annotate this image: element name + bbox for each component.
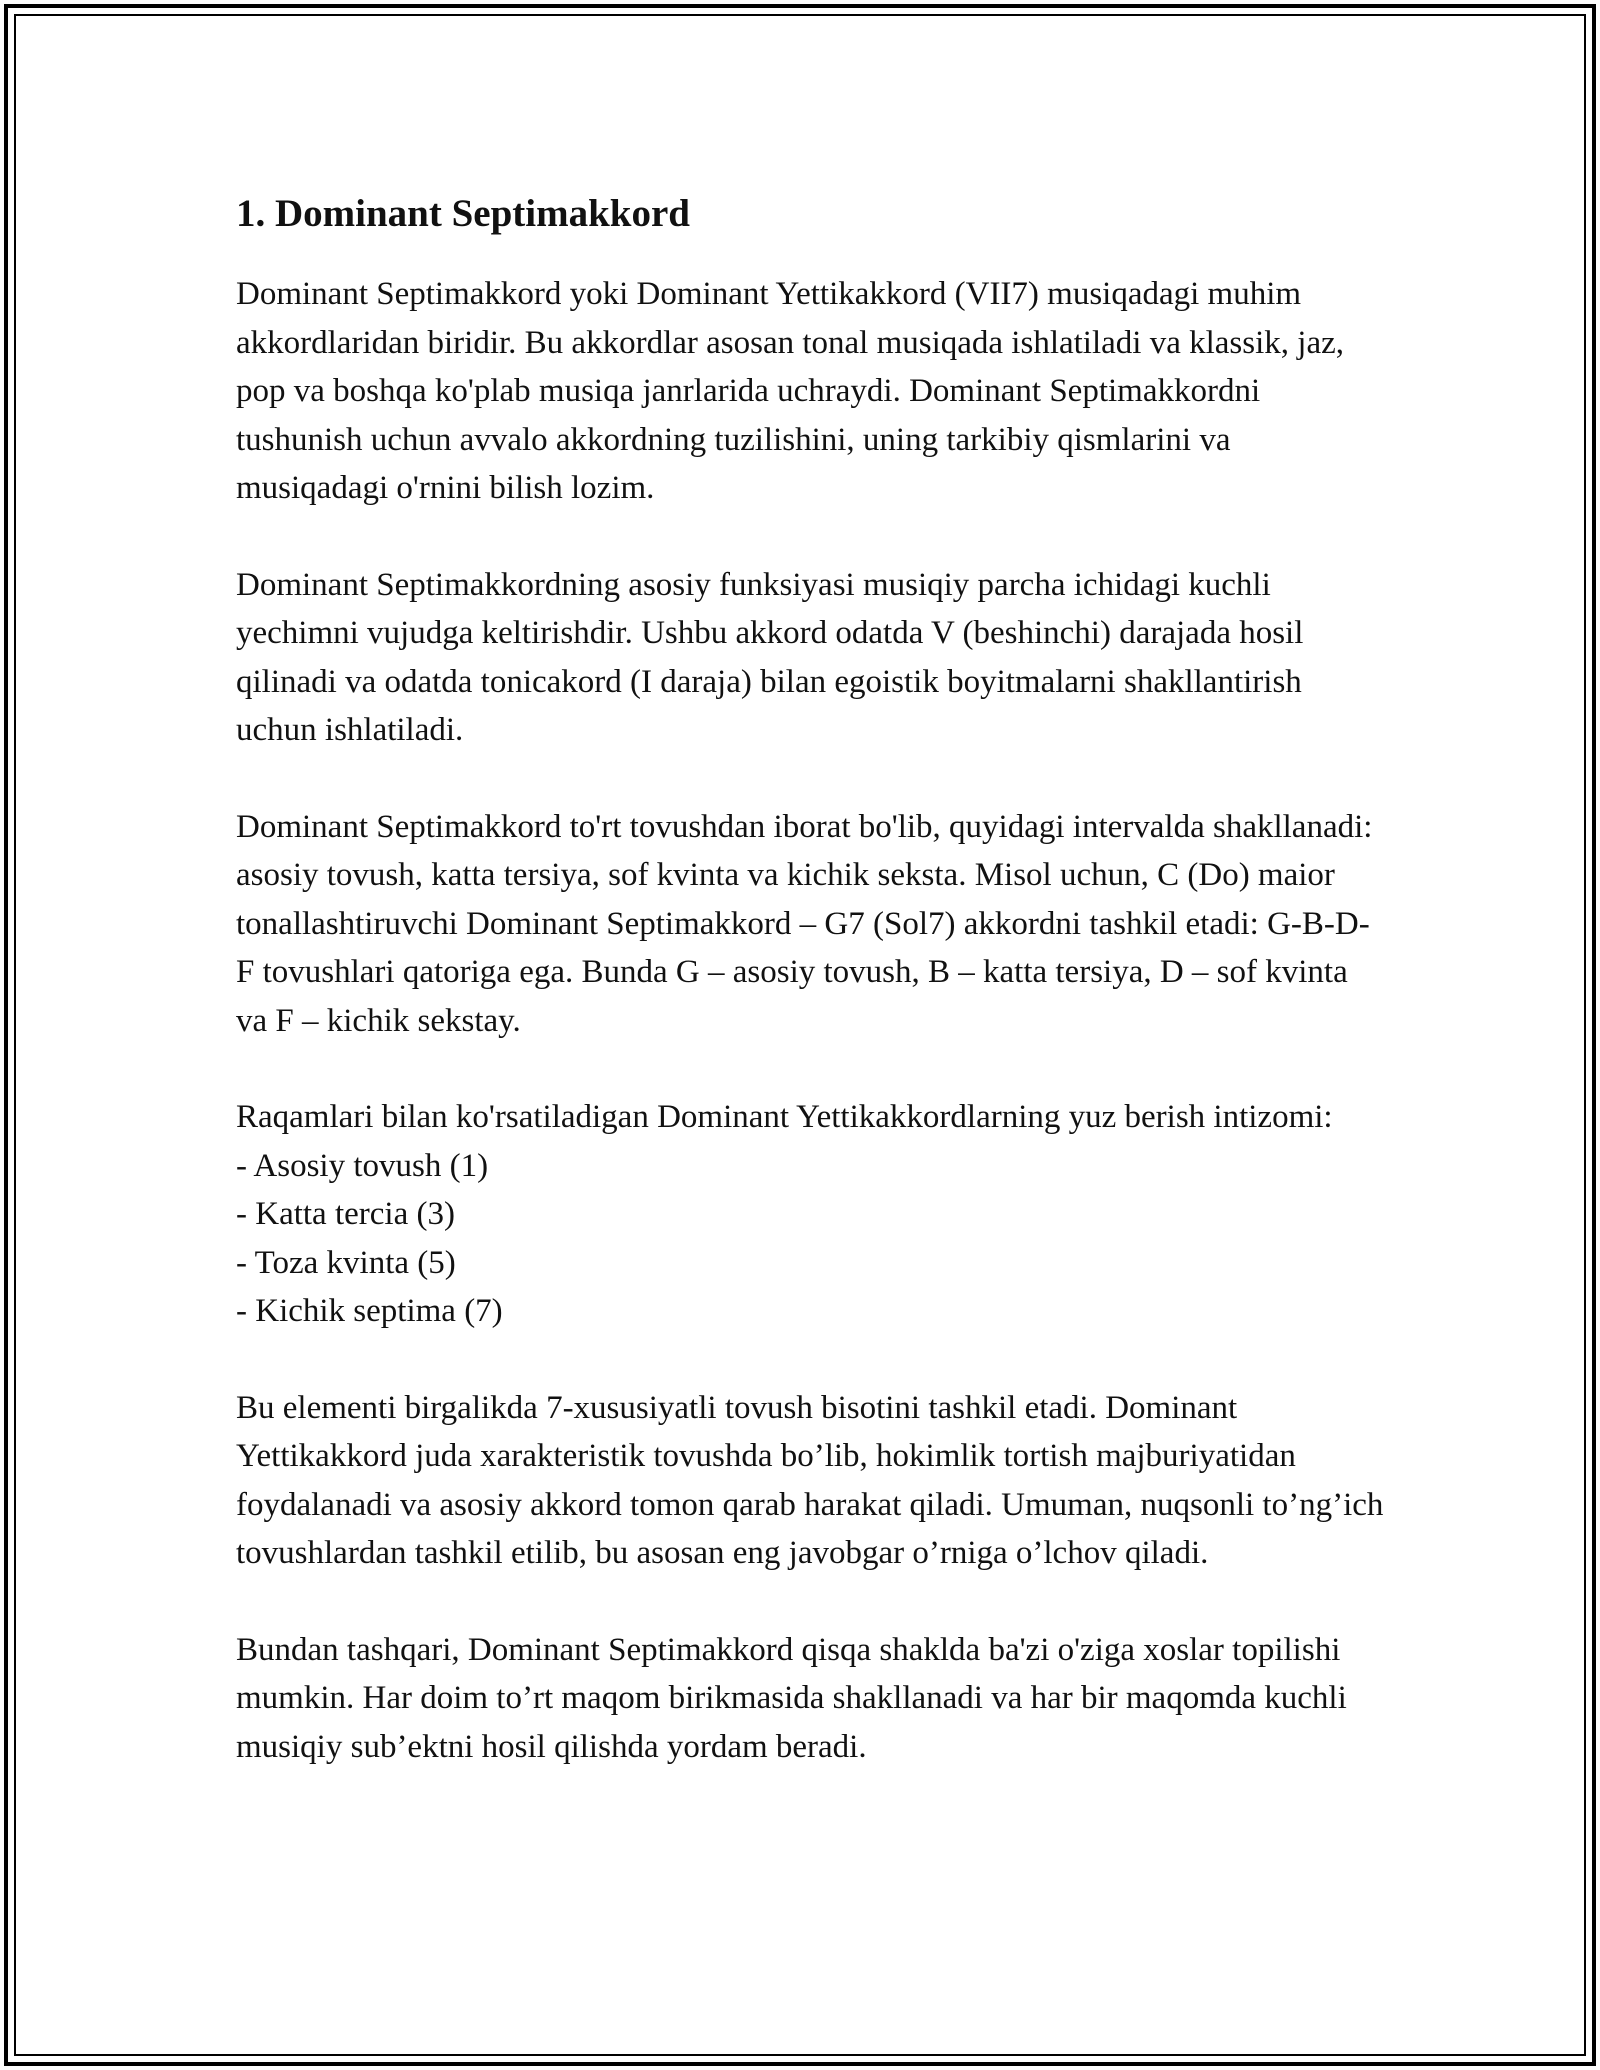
paragraph-function: Dominant Septimakkordning asosiy funksiyasi musiqiy parcha ichidagi kuchli yechimni vujudga keltirishdir. Ushbu akkord odatda V (beshinchi) darajada hosil qilinadi va odatda tonicakord (I daraja) bilan egoistik boyitmalarni shakllantirish uchun ishlatiladi.	[236, 566, 1304, 748]
document-title: 1. Dominant Septimakkord	[236, 192, 690, 235]
paragraph-intro: Dominant Septimakkord yoki Dominant Yettikakkord (VII7) musiqadagi muhim akkordlaridan biridir. Bu akkordlar asosan tonal musiqada ishlatiladi va klassik, jaz, pop va boshqa ko'plab musiqa janrlarida uchraydi. Dominant Septimakkordni tushunish uchun avvalo akkordning tuzilishini, uning tarkibiy qismlarini va musiqadagi o'rnini bilish lozim.	[236, 276, 1344, 506]
list-item: - Katta tercia (3)	[236, 1196, 455, 1232]
document-body	[236, 186, 1386, 1819]
list-item: - Asosiy tovush (1)	[236, 1147, 489, 1184]
list-intro: Raqamlari bilan ko'rsatiladigan Dominant Yettikakkordlarning yuz berish intizomi:	[236, 1099, 1333, 1135]
interval-list	[236, 1093, 1386, 1336]
paragraph-additional: Bundan tashqari, Dominant Septimakkord qisqa shaklda ba'zi o'ziga xoslar topilishi mumkin. Har doim to’rt maqom birikmasida shakllanadi va har bir maqomda kuchli musiqiy sub’ektni hosil qilishda yordam beradi.	[236, 1631, 1347, 1765]
list-item: - Toza kvinta (5)	[236, 1244, 456, 1281]
list-item: - Kichik septima (7)	[236, 1293, 503, 1329]
paragraph-structure: Dominant Septimakkord to'rt tovushdan iborat bo'lib, quyidagi intervalda shakllanadi: asosiy tovush, katta tersiya, sof kvinta va kichik seksta. Misol uchun, C (Do) maior tonallashtiruvchi Dominant Septimakkord – G7 (Sol7) akkordni tashkil etadi: G-B-D-F tovushlari qatoriga ega. Bunda G – asosiy tovush, B – katta tersiya, D – sof kvinta va F – kichik sekstay.	[236, 808, 1373, 1039]
paragraph-character: Bu elementi birgalikda 7-xususiyatli tovush bisotini tashkil etadi. Dominant Yettikakkord juda xarakteristik tovushda bo’lib, hokimlik tortish majburiyatidan foydalanadi va asosiy akkord tomon qarab harakat qiladi. Umuman, nuqsonli to’ng’ich tovushlardan tashkil etilib, bu asosan eng javobgar o’rniga o’lchov qiladi.	[236, 1389, 1384, 1571]
